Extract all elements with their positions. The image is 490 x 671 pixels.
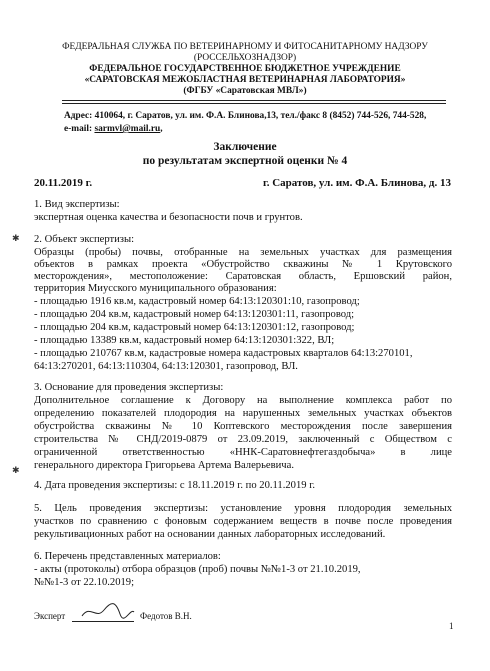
s6-line: - акты (протоколы) отбора образцов (проб) почвы №№1-3 от 21.10.2019, [34,564,361,575]
s2-parcel: - площадью 204 кв.м, кадастровый номер 64:13:120301:12, газопровод; [34,322,355,333]
address-line: Адрес: 410064, г. Саратов, ул. им. Ф.А. Блинова,13, тел./факс 8 (8452) 744-526, 744-528, [64,111,427,121]
expert-label: Эксперт [34,611,66,621]
s2-line: территория Миусского муниципального образования: [34,283,277,294]
email-link[interactable]: sarmvl@mail.ru [94,124,161,134]
s3-line: Дополнительное соглашение к Договору на выполнение комплекса работ по [34,395,452,406]
email-label: e-mail: [64,124,95,134]
margin-mark: ✱ [12,465,20,475]
s2-parcel: - площадью 1916 кв.м, кадастровый номер 64:13:120301:10, газопровод; [34,296,360,307]
document-title: Заключение [213,141,277,153]
s5-line: рекультивационных работ на основании данных лабораторных исследований. [34,529,386,540]
s2-line: Образцы (пробы) почвы, отобранные на земельных участках для размещения [34,247,452,258]
s3-line: обустройства скважины № 10 Коптевского месторождения после завершения [34,421,452,432]
service-name: ФЕДЕРАЛЬНАЯ СЛУЖБА ПО ВЕТЕРИНАРНОМУ И ФИТОСАНИТАРНОМУ НАДЗОРУ [62,42,428,52]
s3-line: ограниченной ответственностью «ННК-Саратовнефтегаздобыча» в лице [34,447,452,458]
service-abbr: (РОССЕЛЬХОЗНАДЗОР) [193,53,297,63]
s2-parcel: - площадью 204 кв.м, кадастровый номер 64:13:120301:11, газопровод; [34,309,355,320]
s3-heading: 3. Основание для проведения экспертизы: [34,382,224,393]
document-date: 20.11.2019 г. [34,177,93,189]
s3-line: строительства № СНД/2019-0879 от 23.09.2019, заключенный с Обществом с [34,434,452,445]
s2-line: месторождения», местоположение: Саратовская область, Ершовский район, [34,271,452,282]
s3-line: определению показателей плодородия на нарушенных земельных участках объектов [34,408,452,419]
header-divider-double [62,103,446,104]
s2-parcel: 64:13:270201, 64:13:110304, 64:13:120301, газопровод, ВЛ. [34,361,298,372]
institution-line1: ФЕДЕРАЛЬНОЕ ГОСУДАРСТВЕННОЕ БЮДЖЕТНОЕ УЧРЕЖДЕНИЕ [89,64,401,74]
s1-text: экспертная оценка качества и безопасности почв и грунтов. [34,212,303,223]
s1-heading: 1. Вид экспертизы: [34,199,120,210]
institution-abbr: (ФГБУ «Саратовская МВЛ») [183,86,307,96]
s3-line: генерального директора Григорьева Артема Валерьевича. [34,460,294,471]
s5-line: участков по сравнению с фоновым содержанием веществ в почве после проведения [34,516,452,527]
s6-heading: 6. Перечень представленных материалов: [34,551,221,562]
s5-line: 5. Цель проведения экспертизы: установление уровня плодородия земельных [34,503,452,514]
s2-parcel: - площадью 210767 кв.м, кадастровые номера кадастровых кварталов 64:13:270101, [34,348,413,359]
document-place: г. Саратов, ул. им. Ф.А. Блинова, д. 13 [262,177,451,189]
s2-heading: 2. Объект экспертизы: [34,234,135,245]
signature-scribble [80,600,136,622]
s4-text: 4. Дата проведения экспертизы: с 18.11.2019 г. по 20.11.2019 г. [34,480,315,491]
page-number: 1 [449,621,454,631]
institution-line2: «САРАТОВСКАЯ МЕЖОБЛАСТНАЯ ВЕТЕРИНАРНАЯ ЛАБОРАТОРИЯ» [84,75,406,85]
s6-line: №№1-3 от 22.10.2019; [34,577,135,588]
header-divider [62,100,446,101]
document-subtitle: по результатам экспертной оценки № 4 [142,155,348,167]
expert-name: Федотов В.Н. [140,611,192,621]
s2-line: объектов в рамках проекта «Обустройство скважины № 1 Крутовского [34,259,452,270]
s2-parcel: - площадью 13389 кв.м, кадастровый номер 64:13:120301:322, ВЛ; [34,335,335,346]
email-line [64,124,163,135]
email-suffix: , [160,124,163,134]
margin-mark: ✱ [12,233,20,243]
